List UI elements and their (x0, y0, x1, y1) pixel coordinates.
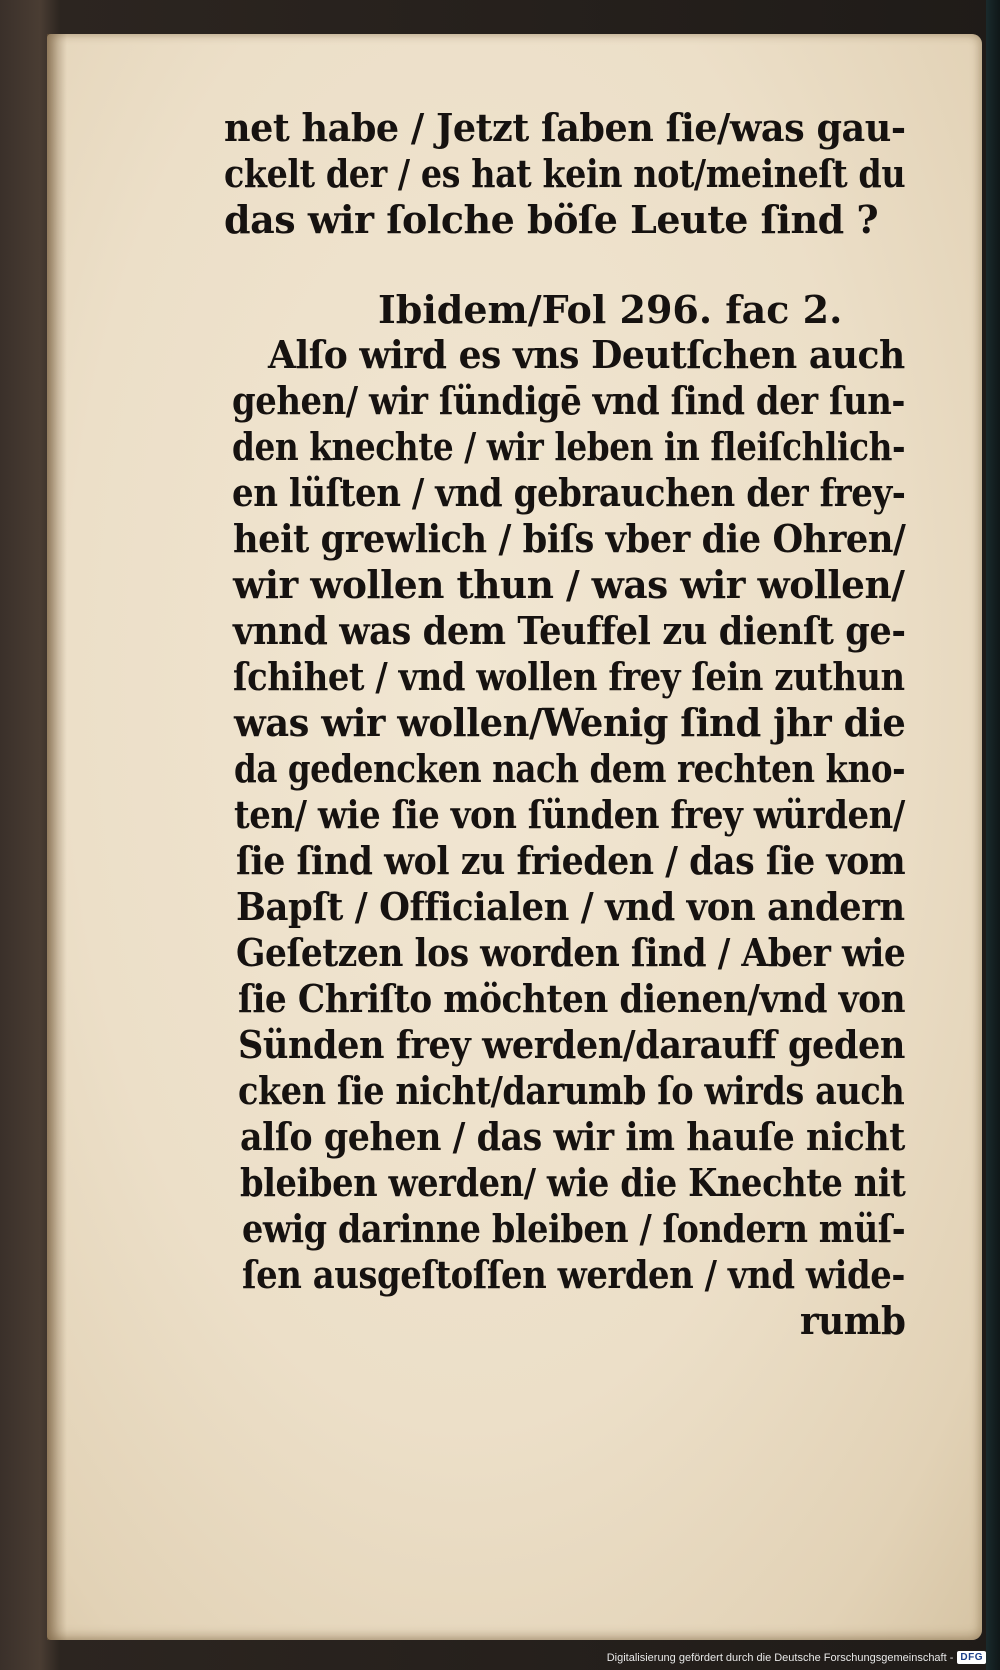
body-line: Sünden frey werden/darauff geden (238, 1022, 905, 1067)
credit-text: Digitalisierung gefördert durch die Deutsche Forschungsgemeinschaft - (606, 1651, 954, 1664)
body-line: heit grewlich / biſs vber die Ohren/ (233, 516, 906, 561)
body-line: ſchihet / vnd wollen frey ſein zuthun (233, 654, 905, 699)
body-line: wir wollen thun / was wir wollen/ (233, 562, 905, 607)
body-line: den knechte / wir leben in fleiſchlich- (232, 424, 906, 469)
body-line: alſo gehen / das wir im hauſe nicht (240, 1114, 905, 1159)
body-line: en lüſten / vnd gebrauchen der frey- (232, 470, 906, 515)
body-line: ſie ſind wol zu frieden / das ſie vom (236, 838, 906, 883)
body-line: cken ſie nicht/darumb ſo wirds auch (238, 1068, 905, 1113)
text-line-2: ckelt der / es hat kein not/meineſt du (224, 151, 906, 196)
body-line: ſen ausgeſtoſſen werden / vnd wide- (242, 1252, 905, 1297)
body-line: Alſo wird es vns Deutſchen auch (268, 332, 905, 377)
body-line: da gedencken nach dem rechten kno- (234, 746, 906, 791)
body-line: Geſetzen los worden ſind / Aber wie (236, 930, 906, 975)
body-line: vnnd was dem Teuffel zu dienſt ge- (233, 608, 906, 653)
body-line: ten/ wie ſie von ſünden frey würden/ (234, 792, 905, 837)
body-line: Bapſt / Officialen / vnd von andern (236, 884, 905, 929)
section-heading: Ibidem/Fol 296. fac 2. (378, 287, 843, 332)
body-line: gehen/ wir ſündigē vnd ſind der ſun- (232, 378, 906, 423)
text-line-3: das wir ſolche böſe Leute ſind ? (224, 197, 879, 242)
dfg-logo: DFG (957, 1651, 986, 1664)
body-line: was wir wollen/Wenig ſind jhr die (234, 700, 906, 745)
digitization-credit (607, 1651, 986, 1664)
body-line: ewig darinne bleiben / ſondern müſ- (242, 1206, 906, 1251)
body-line: bleiben werden/ wie die Knechte nit (240, 1160, 906, 1205)
catchword: rumb (800, 1298, 906, 1343)
text-line-1: net habe / Jetzt ſaben ſie/was gau- (224, 105, 906, 150)
body-line: ſie Chriſto möchten dienen/vnd von (238, 976, 906, 1021)
